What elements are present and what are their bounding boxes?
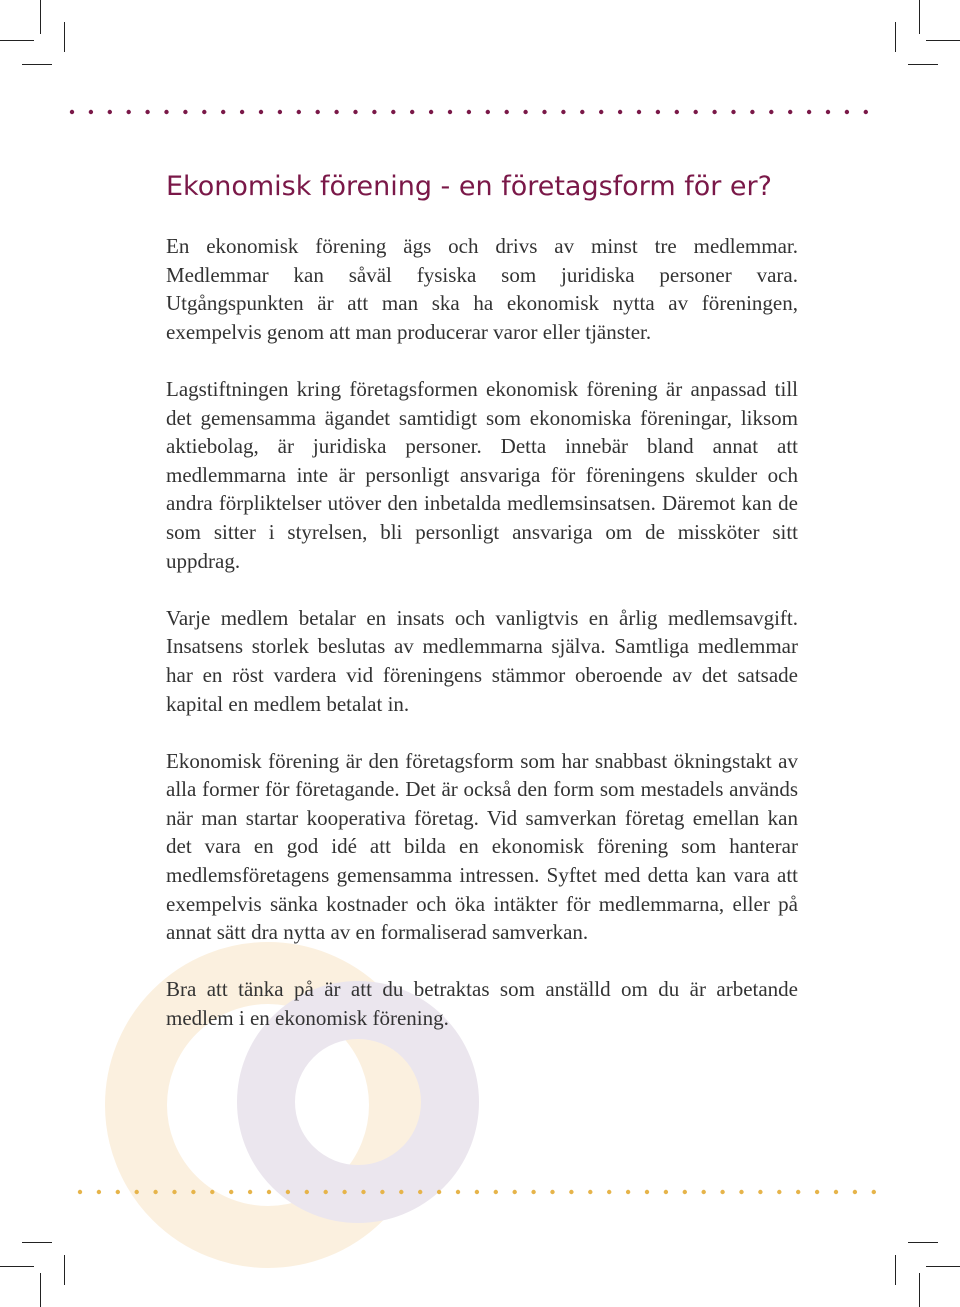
rule-dot <box>278 110 282 114</box>
rule-dot <box>758 1190 762 1194</box>
paragraph: En ekonomisk förening ägs och drivs av minst tre medlemmar. Medlemmar kan såväl fysiska som juridiska personer vara. Utgångspunkten är att man ska ha ekonomisk nytta av föreningen, exempelvis genom att man producerar varor eller tjänster. <box>166 234 798 344</box>
bottom-dotted-rule <box>0 1187 960 1197</box>
rule-dot <box>78 1190 82 1194</box>
rule-dot <box>599 110 603 114</box>
rule-dot <box>380 1190 384 1194</box>
rule-dot <box>550 1190 554 1194</box>
paragraph: Bra att tänka på är att du betraktas som anställd om du är arbetande medlem i en ekonomisk förening. <box>166 977 798 1031</box>
rule-dot <box>542 110 546 114</box>
rule-dot <box>429 110 433 114</box>
top-dotted-rule <box>0 107 960 117</box>
rule-dot <box>815 1190 819 1194</box>
rule-dot <box>694 110 698 114</box>
rule-dot <box>164 110 168 114</box>
rule-dot <box>70 110 74 114</box>
rule-dot <box>172 1190 176 1194</box>
rule-dot <box>297 110 301 114</box>
rule-dot <box>240 110 244 114</box>
rule-dot <box>127 110 131 114</box>
page-title: Ekonomisk förening - en företagsform för er? <box>166 171 772 202</box>
rule-dot <box>305 1190 309 1194</box>
rule-dot <box>456 1190 460 1194</box>
rule-dot <box>569 1190 573 1194</box>
rule-dot <box>777 1190 781 1194</box>
rule-dot <box>712 110 716 114</box>
rule-dot <box>645 1190 649 1194</box>
rule-dot <box>372 110 376 114</box>
rule-dot <box>316 110 320 114</box>
rule-dot <box>116 1190 120 1194</box>
rule-dot <box>853 1190 857 1194</box>
rule-dot <box>391 110 395 114</box>
rule-dot <box>872 1190 876 1194</box>
rule-dot <box>807 110 811 114</box>
rule-dot <box>97 1190 101 1194</box>
rule-dot <box>580 110 584 114</box>
rule-dot <box>486 110 490 114</box>
rule-dot <box>656 110 660 114</box>
rule-dot <box>675 110 679 114</box>
rule-dot <box>418 1190 422 1194</box>
rule-dot <box>505 110 509 114</box>
rule-dot <box>108 110 112 114</box>
rule-dot <box>845 110 849 114</box>
rule-dot <box>324 1190 328 1194</box>
rule-dot <box>618 110 622 114</box>
rule-dot <box>494 1190 498 1194</box>
paragraph: Varje medlem betalar en insats och vanligtvis en årlig medlemsavgift. Insatsens storlek beslutas av medlemmarna själva. Samtliga medlemmar har en röst vardera vid föreningens stämmor oberoende av det satsade kapital en medlem betalat in. <box>166 605 798 716</box>
rule-dot <box>89 110 93 114</box>
paragraph: Lagstiftningen kring företagsformen ekonomisk förening är anpassad till det gemensamma ägandet samtidigt som ekonomiska föreningar, liksom aktiebolag, är juridiska personer. Detta innebär bland annat att medlemmarna inte är personligt ansvariga för föreningens skulder och andra förpliktelser utöver den inbetalda medlemsinsatsen. Däremot kan de som sitter i styrelsen, bli personligt ansvariga om de missköter sitt uppdrag. <box>166 376 798 573</box>
rule-dot <box>361 1190 365 1194</box>
rule-dot <box>513 1190 517 1194</box>
rule-dot <box>448 110 452 114</box>
rule-dot <box>637 110 641 114</box>
rule-dot <box>531 1190 535 1194</box>
rule-dot <box>183 110 187 114</box>
rule-dot <box>221 110 225 114</box>
rule-dot <box>626 1190 630 1194</box>
rule-dot <box>267 1190 271 1194</box>
rule-dot <box>135 1190 139 1194</box>
rule-dot <box>475 1190 479 1194</box>
rule-dot <box>702 1190 706 1194</box>
rule-dot <box>826 110 830 114</box>
rule-dot <box>750 110 754 114</box>
body-text <box>166 232 798 1061</box>
rule-dot <box>437 1190 441 1194</box>
rule-dot <box>191 1190 195 1194</box>
rule-dot <box>342 1190 346 1194</box>
rule-dot <box>769 110 773 114</box>
rule-dot <box>467 110 471 114</box>
rule-dot <box>334 110 338 114</box>
rule-dot <box>720 1190 724 1194</box>
rule-dot <box>834 1190 838 1194</box>
rule-dot <box>664 1190 668 1194</box>
rule-dot <box>145 110 149 114</box>
paragraph: Ekonomisk förening är den företagsform som har snabbast ökningstakt av alla former för företagande. Det är också den form som mestadels används när man startar kooperativa företag. Vid samverkan företag emellan kan det vara en god idé att bilda en ekonomisk förening som hanterar medlemsföretagens gemensamma intressen. Syftet med detta kan vara att exempelvis sänka kostnader och öka intäkter för medlemmarna, eller på annat sätt dra nytta av en formaliserad samverkan. <box>166 748 798 945</box>
rule-dot <box>153 1190 157 1194</box>
rule-dot <box>864 110 868 114</box>
rule-dot <box>353 110 357 114</box>
rule-dot <box>399 1190 403 1194</box>
rule-dot <box>607 1190 611 1194</box>
rule-dot <box>739 1190 743 1194</box>
rule-dot <box>561 110 565 114</box>
rule-dot <box>731 110 735 114</box>
rule-dot <box>286 1190 290 1194</box>
rule-dot <box>410 110 414 114</box>
rule-dot <box>210 1190 214 1194</box>
rule-dot <box>229 1190 233 1194</box>
rule-dot <box>523 110 527 114</box>
rule-dot <box>788 110 792 114</box>
rule-dot <box>248 1190 252 1194</box>
rule-dot <box>796 1190 800 1194</box>
rule-dot <box>202 110 206 114</box>
rule-dot <box>683 1190 687 1194</box>
rule-dot <box>259 110 263 114</box>
rule-dot <box>588 1190 592 1194</box>
